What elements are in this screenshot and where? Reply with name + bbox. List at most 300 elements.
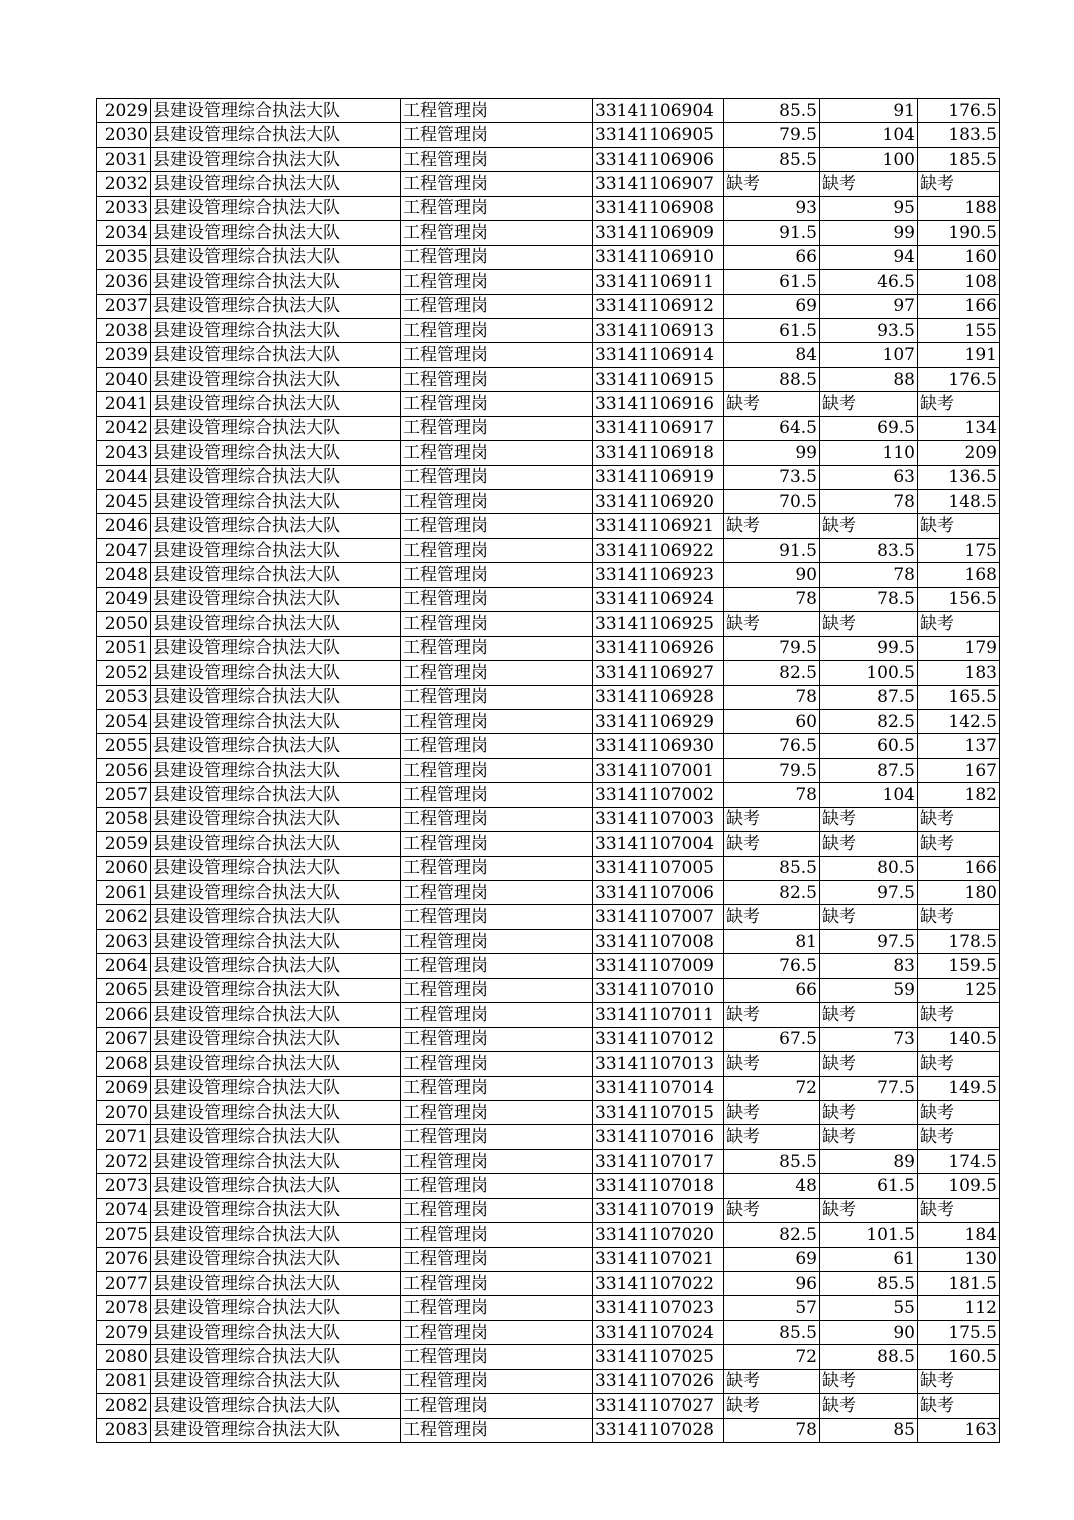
serial-cell: 2056 (97, 758, 151, 782)
score2-cell: 87.5 (820, 758, 918, 782)
table-row (97, 196, 1000, 220)
serial-cell: 2049 (97, 587, 151, 611)
position-cell: 工程管理岗 (401, 1125, 593, 1149)
table-row (97, 881, 1000, 905)
unit-cell: 县建设管理综合执法大队 (151, 294, 401, 318)
serial-cell: 2043 (97, 441, 151, 465)
unit-cell: 县建设管理综合执法大队 (151, 245, 401, 269)
unit-cell: 县建设管理综合执法大队 (151, 465, 401, 489)
exam-id-cell: 33141106915 (593, 367, 724, 391)
unit-cell: 县建设管理综合执法大队 (151, 954, 401, 978)
table-row (97, 856, 1000, 880)
exam-id-cell: 33141107004 (593, 832, 724, 856)
exam-id-cell: 33141107024 (593, 1320, 724, 1344)
table-row (97, 709, 1000, 733)
serial-cell: 2080 (97, 1345, 151, 1369)
serial-cell: 2032 (97, 172, 151, 196)
unit-cell: 县建设管理综合执法大队 (151, 1027, 401, 1051)
unit-cell: 县建设管理综合执法大队 (151, 99, 401, 123)
score2-cell: 缺考 (820, 1052, 918, 1076)
unit-cell: 县建设管理综合执法大队 (151, 1052, 401, 1076)
total-cell: 142.5 (918, 709, 1000, 733)
position-cell: 工程管理岗 (401, 1100, 593, 1124)
unit-cell: 县建设管理综合执法大队 (151, 709, 401, 733)
score2-cell: 78 (820, 563, 918, 587)
serial-cell: 2072 (97, 1149, 151, 1173)
table-row (97, 954, 1000, 978)
score1-cell: 76.5 (724, 734, 820, 758)
position-cell: 工程管理岗 (401, 1345, 593, 1369)
score2-cell: 83.5 (820, 538, 918, 562)
serial-cell: 2038 (97, 318, 151, 342)
table-row (97, 661, 1000, 685)
table-row (97, 270, 1000, 294)
unit-cell: 县建设管理综合执法大队 (151, 636, 401, 660)
position-cell: 工程管理岗 (401, 490, 593, 514)
score2-cell: 缺考 (820, 1003, 918, 1027)
position-cell: 工程管理岗 (401, 783, 593, 807)
serial-cell: 2042 (97, 416, 151, 440)
unit-cell: 县建设管理综合执法大队 (151, 367, 401, 391)
position-cell: 工程管理岗 (401, 661, 593, 685)
score1-cell: 缺考 (724, 1369, 820, 1393)
serial-cell: 2030 (97, 123, 151, 147)
position-cell: 工程管理岗 (401, 196, 593, 220)
score2-cell: 85 (820, 1418, 918, 1442)
serial-cell: 2044 (97, 465, 151, 489)
position-cell: 工程管理岗 (401, 465, 593, 489)
table-row (97, 1027, 1000, 1051)
score2-cell: 缺考 (820, 1125, 918, 1149)
total-cell: 缺考 (918, 1394, 1000, 1418)
table-row (97, 1100, 1000, 1124)
total-cell: 缺考 (918, 832, 1000, 856)
score2-cell: 99.5 (820, 636, 918, 660)
exam-id-cell: 33141107014 (593, 1076, 724, 1100)
position-cell: 工程管理岗 (401, 1272, 593, 1296)
table-row (97, 807, 1000, 831)
score1-cell: 69 (724, 294, 820, 318)
unit-cell: 县建设管理综合执法大队 (151, 1125, 401, 1149)
score1-cell: 69 (724, 1247, 820, 1271)
exam-id-cell: 33141106920 (593, 490, 724, 514)
position-cell: 工程管理岗 (401, 123, 593, 147)
exam-id-cell: 33141107001 (593, 758, 724, 782)
position-cell: 工程管理岗 (401, 416, 593, 440)
score1-cell: 91.5 (724, 538, 820, 562)
position-cell: 工程管理岗 (401, 1076, 593, 1100)
table-row (97, 1149, 1000, 1173)
exam-id-cell: 33141106913 (593, 318, 724, 342)
total-cell: 176.5 (918, 99, 1000, 123)
total-cell: 140.5 (918, 1027, 1000, 1051)
score1-cell: 缺考 (724, 172, 820, 196)
score1-cell: 缺考 (724, 1100, 820, 1124)
score1-cell: 72 (724, 1345, 820, 1369)
score1-cell: 缺考 (724, 1394, 820, 1418)
table-row (97, 318, 1000, 342)
position-cell: 工程管理岗 (401, 1149, 593, 1173)
exam-id-cell: 33141107009 (593, 954, 724, 978)
serial-cell: 2051 (97, 636, 151, 660)
serial-cell: 2060 (97, 856, 151, 880)
table-row (97, 685, 1000, 709)
total-cell: 167 (918, 758, 1000, 782)
unit-cell: 县建设管理综合执法大队 (151, 758, 401, 782)
total-cell: 160 (918, 245, 1000, 269)
position-cell: 工程管理岗 (401, 1027, 593, 1051)
unit-cell: 县建设管理综合执法大队 (151, 392, 401, 416)
total-cell: 缺考 (918, 172, 1000, 196)
unit-cell: 县建设管理综合执法大队 (151, 1345, 401, 1369)
exam-id-cell: 33141106928 (593, 685, 724, 709)
serial-cell: 2037 (97, 294, 151, 318)
position-cell: 工程管理岗 (401, 318, 593, 342)
unit-cell: 县建设管理综合执法大队 (151, 1394, 401, 1418)
total-cell: 175.5 (918, 1320, 1000, 1344)
table-row (97, 734, 1000, 758)
serial-cell: 2074 (97, 1198, 151, 1222)
unit-cell: 县建设管理综合执法大队 (151, 147, 401, 171)
score2-cell: 缺考 (820, 905, 918, 929)
total-cell: 108 (918, 270, 1000, 294)
score2-cell: 61 (820, 1247, 918, 1271)
unit-cell: 县建设管理综合执法大队 (151, 490, 401, 514)
total-cell: 181.5 (918, 1272, 1000, 1296)
exam-id-cell: 33141107012 (593, 1027, 724, 1051)
score1-cell: 48 (724, 1174, 820, 1198)
score1-cell: 93 (724, 196, 820, 220)
score2-cell: 89 (820, 1149, 918, 1173)
table-row (97, 245, 1000, 269)
unit-cell: 县建设管理综合执法大队 (151, 514, 401, 538)
total-cell: 149.5 (918, 1076, 1000, 1100)
total-cell: 缺考 (918, 1198, 1000, 1222)
score1-cell: 60 (724, 709, 820, 733)
score1-cell: 79.5 (724, 636, 820, 660)
table-row (97, 563, 1000, 587)
score1-cell: 85.5 (724, 856, 820, 880)
score1-cell: 73.5 (724, 465, 820, 489)
table-row (97, 514, 1000, 538)
total-cell: 168 (918, 563, 1000, 587)
unit-cell: 县建设管理综合执法大队 (151, 832, 401, 856)
score1-cell: 66 (724, 978, 820, 1002)
total-cell: 缺考 (918, 1052, 1000, 1076)
score2-cell: 97.5 (820, 929, 918, 953)
score1-cell: 61.5 (724, 318, 820, 342)
score1-cell: 82.5 (724, 881, 820, 905)
position-cell: 工程管理岗 (401, 1320, 593, 1344)
serial-cell: 2076 (97, 1247, 151, 1271)
score1-cell: 缺考 (724, 1198, 820, 1222)
score1-cell: 82.5 (724, 1223, 820, 1247)
table-row (97, 1003, 1000, 1027)
total-cell: 175 (918, 538, 1000, 562)
exam-id-cell: 33141106929 (593, 709, 724, 733)
table-row (97, 905, 1000, 929)
score1-cell: 缺考 (724, 392, 820, 416)
table-row (97, 1223, 1000, 1247)
position-cell: 工程管理岗 (401, 1003, 593, 1027)
exam-id-cell: 33141107020 (593, 1223, 724, 1247)
score2-cell: 97.5 (820, 881, 918, 905)
total-cell: 185.5 (918, 147, 1000, 171)
table-row (97, 147, 1000, 171)
total-cell: 176.5 (918, 367, 1000, 391)
serial-cell: 2050 (97, 612, 151, 636)
position-cell: 工程管理岗 (401, 294, 593, 318)
exam-id-cell: 33141106904 (593, 99, 724, 123)
position-cell: 工程管理岗 (401, 612, 593, 636)
score-table (96, 98, 1000, 1443)
total-cell: 缺考 (918, 1125, 1000, 1149)
exam-id-cell: 33141107006 (593, 881, 724, 905)
serial-cell: 2053 (97, 685, 151, 709)
unit-cell: 县建设管理综合执法大队 (151, 978, 401, 1002)
position-cell: 工程管理岗 (401, 270, 593, 294)
table-row (97, 1272, 1000, 1296)
score1-cell: 缺考 (724, 832, 820, 856)
total-cell: 183 (918, 661, 1000, 685)
score1-cell: 57 (724, 1296, 820, 1320)
score2-cell: 78.5 (820, 587, 918, 611)
unit-cell: 县建设管理综合执法大队 (151, 1174, 401, 1198)
table-row (97, 1369, 1000, 1393)
total-cell: 136.5 (918, 465, 1000, 489)
serial-cell: 2079 (97, 1320, 151, 1344)
position-cell: 工程管理岗 (401, 1223, 593, 1247)
exam-id-cell: 33141107002 (593, 783, 724, 807)
serial-cell: 2063 (97, 929, 151, 953)
position-cell: 工程管理岗 (401, 1247, 593, 1271)
score1-cell: 84 (724, 343, 820, 367)
exam-id-cell: 33141106918 (593, 441, 724, 465)
score1-cell: 90 (724, 563, 820, 587)
position-cell: 工程管理岗 (401, 147, 593, 171)
score2-cell: 缺考 (820, 807, 918, 831)
score2-cell: 缺考 (820, 514, 918, 538)
serial-cell: 2046 (97, 514, 151, 538)
score2-cell: 缺考 (820, 832, 918, 856)
score2-cell: 90 (820, 1320, 918, 1344)
exam-id-cell: 33141107015 (593, 1100, 724, 1124)
serial-cell: 2061 (97, 881, 151, 905)
score2-cell: 缺考 (820, 392, 918, 416)
score2-cell: 82.5 (820, 709, 918, 733)
total-cell: 155 (918, 318, 1000, 342)
serial-cell: 2039 (97, 343, 151, 367)
score2-cell: 46.5 (820, 270, 918, 294)
unit-cell: 县建设管理综合执法大队 (151, 807, 401, 831)
exam-id-cell: 33141107027 (593, 1394, 724, 1418)
score1-cell: 96 (724, 1272, 820, 1296)
exam-id-cell: 33141106912 (593, 294, 724, 318)
table-row (97, 1198, 1000, 1222)
exam-id-cell: 33141107017 (593, 1149, 724, 1173)
total-cell: 159.5 (918, 954, 1000, 978)
serial-cell: 2040 (97, 367, 151, 391)
serial-cell: 2073 (97, 1174, 151, 1198)
table-row (97, 636, 1000, 660)
serial-cell: 2048 (97, 563, 151, 587)
unit-cell: 县建设管理综合执法大队 (151, 905, 401, 929)
total-cell: 174.5 (918, 1149, 1000, 1173)
total-cell: 166 (918, 856, 1000, 880)
score1-cell: 85.5 (724, 147, 820, 171)
position-cell: 工程管理岗 (401, 245, 593, 269)
position-cell: 工程管理岗 (401, 1198, 593, 1222)
position-cell: 工程管理岗 (401, 1174, 593, 1198)
score1-cell: 99 (724, 441, 820, 465)
table-row (97, 294, 1000, 318)
total-cell: 缺考 (918, 612, 1000, 636)
position-cell: 工程管理岗 (401, 538, 593, 562)
unit-cell: 县建设管理综合执法大队 (151, 172, 401, 196)
exam-id-cell: 33141107021 (593, 1247, 724, 1271)
position-cell: 工程管理岗 (401, 758, 593, 782)
unit-cell: 县建设管理综合执法大队 (151, 734, 401, 758)
score2-cell: 69.5 (820, 416, 918, 440)
score2-cell: 104 (820, 123, 918, 147)
serial-cell: 2029 (97, 99, 151, 123)
total-cell: 190.5 (918, 221, 1000, 245)
position-cell: 工程管理岗 (401, 685, 593, 709)
total-cell: 180 (918, 881, 1000, 905)
table-row (97, 1076, 1000, 1100)
total-cell: 183.5 (918, 123, 1000, 147)
exam-id-cell: 33141107011 (593, 1003, 724, 1027)
unit-cell: 县建设管理综合执法大队 (151, 1272, 401, 1296)
score1-cell: 70.5 (724, 490, 820, 514)
unit-cell: 县建设管理综合执法大队 (151, 1320, 401, 1344)
exam-id-cell: 33141107019 (593, 1198, 724, 1222)
unit-cell: 县建设管理综合执法大队 (151, 881, 401, 905)
score1-cell: 78 (724, 783, 820, 807)
unit-cell: 县建设管理综合执法大队 (151, 416, 401, 440)
serial-cell: 2059 (97, 832, 151, 856)
table-row (97, 832, 1000, 856)
score2-cell: 91 (820, 99, 918, 123)
table-row (97, 172, 1000, 196)
unit-cell: 县建设管理综合执法大队 (151, 1418, 401, 1442)
unit-cell: 县建设管理综合执法大队 (151, 318, 401, 342)
score2-cell: 缺考 (820, 1198, 918, 1222)
table-body (97, 99, 1000, 1443)
total-cell: 125 (918, 978, 1000, 1002)
score1-cell: 缺考 (724, 612, 820, 636)
position-cell: 工程管理岗 (401, 881, 593, 905)
score1-cell: 缺考 (724, 807, 820, 831)
unit-cell: 县建设管理综合执法大队 (151, 1100, 401, 1124)
exam-id-cell: 33141107023 (593, 1296, 724, 1320)
unit-cell: 县建设管理综合执法大队 (151, 587, 401, 611)
position-cell: 工程管理岗 (401, 1052, 593, 1076)
position-cell: 工程管理岗 (401, 172, 593, 196)
serial-cell: 2082 (97, 1394, 151, 1418)
total-cell: 188 (918, 196, 1000, 220)
serial-cell: 2036 (97, 270, 151, 294)
unit-cell: 县建设管理综合执法大队 (151, 1149, 401, 1173)
score1-cell: 78 (724, 587, 820, 611)
score1-cell: 78 (724, 685, 820, 709)
score1-cell: 85.5 (724, 1149, 820, 1173)
serial-cell: 2068 (97, 1052, 151, 1076)
unit-cell: 县建设管理综合执法大队 (151, 1198, 401, 1222)
exam-id-cell: 33141106908 (593, 196, 724, 220)
total-cell: 184 (918, 1223, 1000, 1247)
score2-cell: 60.5 (820, 734, 918, 758)
total-cell: 缺考 (918, 392, 1000, 416)
table-row (97, 929, 1000, 953)
unit-cell: 县建设管理综合执法大队 (151, 343, 401, 367)
unit-cell: 县建设管理综合执法大队 (151, 196, 401, 220)
score1-cell: 缺考 (724, 1052, 820, 1076)
serial-cell: 2064 (97, 954, 151, 978)
exam-id-cell: 33141107010 (593, 978, 724, 1002)
score2-cell: 97 (820, 294, 918, 318)
table-row (97, 123, 1000, 147)
position-cell: 工程管理岗 (401, 221, 593, 245)
total-cell: 182 (918, 783, 1000, 807)
position-cell: 工程管理岗 (401, 1369, 593, 1393)
position-cell: 工程管理岗 (401, 636, 593, 660)
score1-cell: 79.5 (724, 758, 820, 782)
position-cell: 工程管理岗 (401, 587, 593, 611)
unit-cell: 县建设管理综合执法大队 (151, 1076, 401, 1100)
total-cell: 160.5 (918, 1345, 1000, 1369)
score2-cell: 80.5 (820, 856, 918, 880)
position-cell: 工程管理岗 (401, 929, 593, 953)
unit-cell: 县建设管理综合执法大队 (151, 1369, 401, 1393)
unit-cell: 县建设管理综合执法大队 (151, 1247, 401, 1271)
exam-id-cell: 33141106923 (593, 563, 724, 587)
total-cell: 缺考 (918, 1003, 1000, 1027)
table-row (97, 783, 1000, 807)
exam-id-cell: 33141107007 (593, 905, 724, 929)
serial-cell: 2035 (97, 245, 151, 269)
score2-cell: 107 (820, 343, 918, 367)
exam-id-cell: 33141106926 (593, 636, 724, 660)
exam-id-cell: 33141106914 (593, 343, 724, 367)
score2-cell: 110 (820, 441, 918, 465)
score2-cell: 61.5 (820, 1174, 918, 1198)
position-cell: 工程管理岗 (401, 1394, 593, 1418)
total-cell: 112 (918, 1296, 1000, 1320)
unit-cell: 县建设管理综合执法大队 (151, 1223, 401, 1247)
table-row (97, 1418, 1000, 1442)
exam-id-cell: 33141107028 (593, 1418, 724, 1442)
serial-cell: 2075 (97, 1223, 151, 1247)
exam-id-cell: 33141107025 (593, 1345, 724, 1369)
score2-cell: 87.5 (820, 685, 918, 709)
table-row (97, 392, 1000, 416)
table-row (97, 1052, 1000, 1076)
serial-cell: 2071 (97, 1125, 151, 1149)
total-cell: 148.5 (918, 490, 1000, 514)
total-cell: 缺考 (918, 1100, 1000, 1124)
position-cell: 工程管理岗 (401, 734, 593, 758)
serial-cell: 2081 (97, 1369, 151, 1393)
position-cell: 工程管理岗 (401, 563, 593, 587)
unit-cell: 县建设管理综合执法大队 (151, 441, 401, 465)
exam-id-cell: 33141107003 (593, 807, 724, 831)
exam-id-cell: 33141106922 (593, 538, 724, 562)
score2-cell: 59 (820, 978, 918, 1002)
score2-cell: 95 (820, 196, 918, 220)
table-row (97, 978, 1000, 1002)
exam-id-cell: 33141106910 (593, 245, 724, 269)
